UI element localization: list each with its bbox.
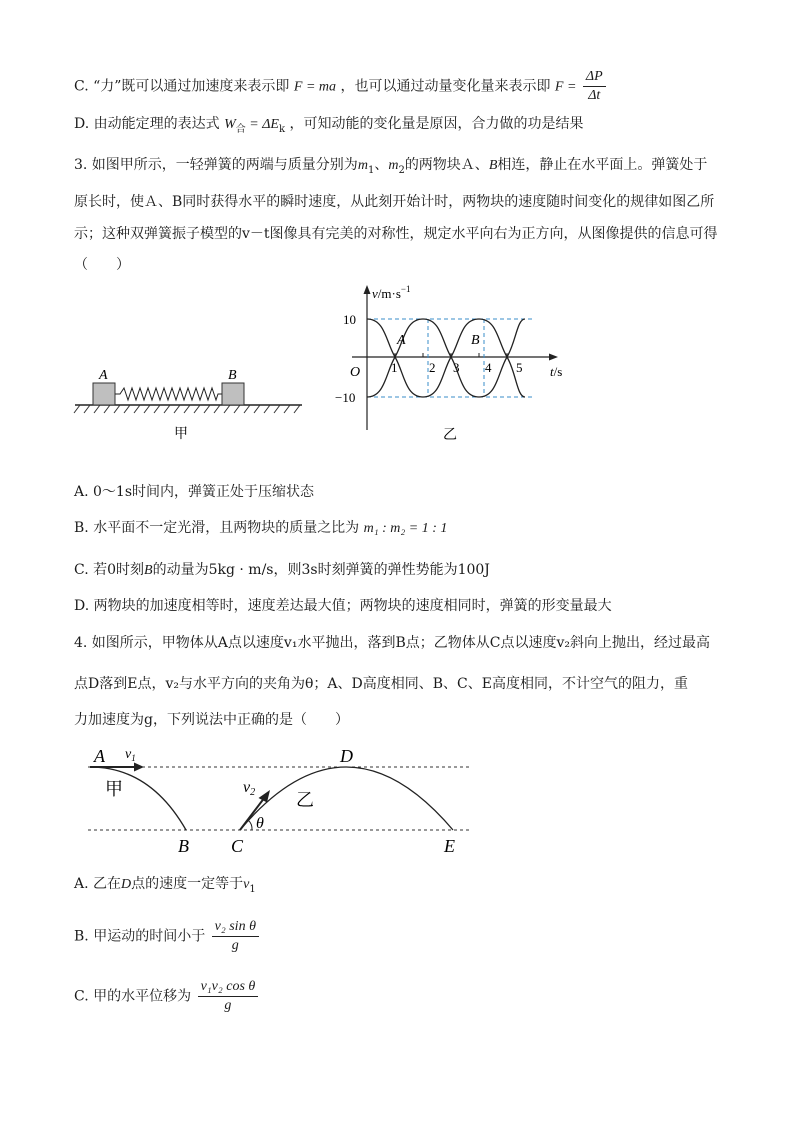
- label-jia: 甲: [105, 779, 123, 799]
- curve-a: [367, 319, 525, 397]
- q3-option-c-prefix: C. 若0时刻: [74, 562, 145, 578]
- q4-option-b-prefix: B. 甲运动的时间小于: [74, 928, 206, 945]
- q3-option-d: D. 两物块的加速度相等时，速度差达最大值；两物块的速度相同时，弹簧的形变量最大: [74, 598, 612, 614]
- q4-option-a-v-sub: 1: [249, 883, 256, 895]
- label-q4-a: A: [94, 746, 105, 766]
- curve-b-label: B: [471, 333, 480, 348]
- x-tick-2: 2: [429, 360, 436, 375]
- q4-option-a-d: D: [121, 877, 132, 892]
- label-v1: $v_1$: [125, 747, 136, 763]
- formula-f-left: F =: [554, 79, 577, 95]
- option-c-prev: [74, 68, 608, 105]
- label-q4-b: B: [178, 836, 189, 856]
- q3-text-a: 3. 如图甲所示，一轻弹簧的两端与质量分别为: [74, 157, 358, 173]
- q3-sep: 、: [374, 157, 389, 173]
- figure-jia: [70, 360, 310, 450]
- fraction-num: ΔP: [583, 68, 606, 87]
- q3-option-b-formula: m₁ : m₂ = 1 : 1: [363, 521, 448, 536]
- q4-option-a-mid: 点的速度一定等于: [131, 876, 244, 892]
- q4-option-c-num: v₁v₂ cos θ: [198, 978, 259, 997]
- caption-yi: 乙: [443, 428, 457, 443]
- formula-w: W: [224, 117, 236, 132]
- q4-option-b-fraction: [212, 918, 259, 955]
- q3-option-b: [74, 518, 447, 539]
- option-c-prefix: C. “力”既可以通过加速度来表示即: [74, 78, 290, 95]
- origin-label: O: [350, 365, 361, 380]
- q4-option-c: [74, 978, 260, 1015]
- x-axis-arrow: [549, 354, 558, 361]
- y-axis-label: $v/m\cdot s^{-1}$: [372, 284, 411, 301]
- figure-yi: [330, 280, 590, 450]
- v1-arrow-head: [134, 763, 144, 772]
- q4-line3: 力加速度为g，下列说法中正确的是（ ）: [74, 712, 349, 728]
- ground-hatch: [74, 405, 300, 413]
- q3-text-c: 相连，静止在水平面上。弹簧处于: [497, 157, 708, 173]
- q3-option-c-val: 5kg · m/s: [208, 562, 274, 578]
- x-tick-5: 5: [516, 360, 523, 375]
- q3-b: B: [488, 158, 498, 173]
- q3-line3: 示；这种双弹簧振子模型的v－t图像具有完美的对称性，规定水平向右为正方向，从图像提供的信息可得: [74, 226, 718, 242]
- label-q4-e: E: [444, 836, 455, 856]
- q4-line2: 点D落到E点，v₂与水平方向的夹角为θ；A、D高度相同、B、C、E高度相同，不计空气的阻力，重: [74, 676, 688, 692]
- q3-text-b: 的两物块Ａ、: [404, 157, 489, 173]
- q4-option-c-den: g: [224, 998, 232, 1013]
- q3-m2-sub: 2: [398, 164, 405, 176]
- curve-a-label: A: [397, 333, 406, 348]
- option-d-suffix: ，可知动能的变化量是原因，合力做的功是结果: [289, 116, 584, 132]
- curve-b: [367, 319, 525, 397]
- block-a: [93, 383, 115, 405]
- label-theta: θ: [256, 815, 264, 832]
- q3-m1: m: [357, 158, 368, 173]
- option-d-prefix: D. 由动能定理的表达式: [74, 116, 220, 132]
- y-tick-neg10: −10: [335, 390, 356, 405]
- y-axis-arrow: [364, 285, 371, 294]
- q3-option-c: [74, 560, 490, 581]
- q3-option-c-mid: 的动量为: [152, 562, 209, 578]
- q3-m1-sub: 1: [367, 164, 375, 176]
- q4-option-a: [74, 874, 256, 900]
- theta-arc: [248, 820, 252, 830]
- x-tick-4: 4: [485, 360, 492, 375]
- formula-ek-sub: k: [278, 123, 286, 135]
- block-b: [222, 383, 244, 405]
- q3-option-c-suffix: ，则3s时刻弹簧的弹性势能为100J: [273, 562, 490, 578]
- formula-w-sub: 合: [235, 123, 246, 135]
- label-v2: v2: [243, 779, 256, 798]
- q3-m2: m: [388, 158, 399, 173]
- x-axis-label: t/s: [550, 364, 563, 379]
- q3-line1: [74, 155, 707, 181]
- label-q4-d: D: [340, 746, 353, 766]
- fraction-dp-dt: [583, 68, 606, 105]
- label-yi: 乙: [296, 790, 314, 810]
- y-tick-10: 10: [343, 312, 356, 327]
- option-d-prev: [74, 114, 584, 140]
- label-q4-c: C: [231, 836, 244, 856]
- label-a: A: [99, 368, 108, 383]
- q4-option-b-den: g: [231, 938, 239, 953]
- formula-f-ma: F = ma: [293, 79, 336, 95]
- q3-option-c-b: B: [144, 563, 153, 578]
- formula-delta-ek: = ΔE: [245, 117, 279, 132]
- q3-paren: （ ）: [74, 257, 130, 273]
- q4-option-a-v: v: [243, 877, 250, 892]
- figure-q4: [80, 740, 480, 860]
- q3-option-a: A. 0～1s时间内，弹簧正处于压缩状态: [74, 484, 315, 500]
- caption-jia: 甲: [174, 427, 188, 442]
- option-c-middle: ，也可以通过动量变化量来表示即: [340, 78, 551, 95]
- x-tick-1: 1: [391, 360, 398, 375]
- q4-line1: 4. 如图所示，甲物体从A点以速度v₁水平抛出，落到B点；乙物体从C点以速度v₂斜向上抛出，经过最高: [74, 635, 710, 651]
- q4-option-a-prefix: A. 乙在: [74, 876, 122, 892]
- q4-option-b-num: v₂ sin θ: [212, 918, 259, 937]
- q4-option-c-fraction: [198, 978, 259, 1015]
- q3-option-b-prefix: B. 水平面不一定光滑，且两物块的质量之比为: [74, 520, 360, 536]
- spring: [115, 388, 222, 400]
- q4-option-b: [74, 918, 261, 955]
- label-b: B: [228, 368, 237, 383]
- path-yi: [240, 767, 453, 830]
- fraction-den: Δt: [588, 88, 601, 103]
- q4-option-c-prefix: C. 甲的水平位移为: [74, 988, 192, 1005]
- q3-line2: 原长时，使Ａ、B同时获得水平的瞬时速度，从此刻开始计时，两物块的速度随时间变化的规律如图乙所: [74, 194, 715, 210]
- x-tick-3: 3: [453, 360, 460, 375]
